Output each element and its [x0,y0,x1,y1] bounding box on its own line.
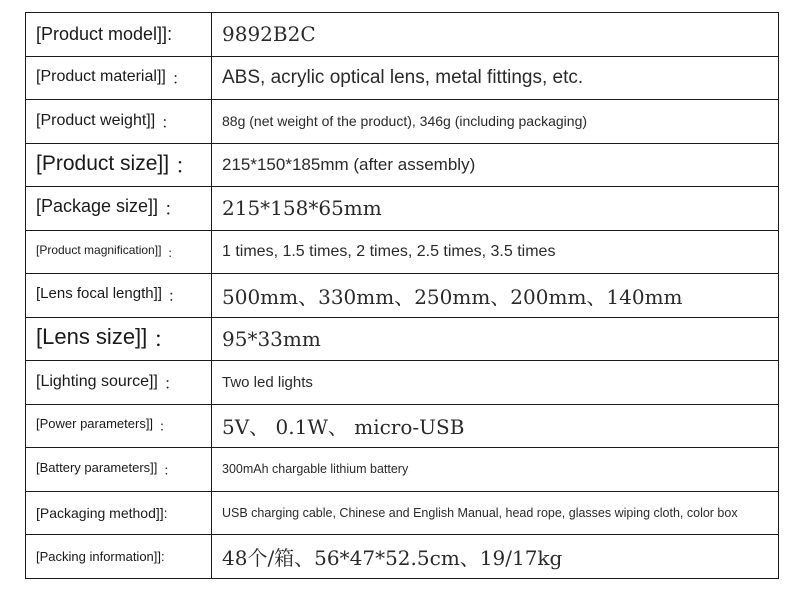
table-row [26,361,779,405]
row-value-packaging-method: USB charging cable, Chinese and English Manual, head rope, glasses wiping cloth, color box [212,491,779,535]
row-label-lens-focal-length [26,274,212,318]
label-text: [Lens size]] [36,324,148,350]
row-label-battery-parameters [26,448,212,492]
row-label-packaging-method [26,491,212,535]
row-value-product-weight: 88g (net weight of the product), 346g (including packaging) [212,100,779,144]
label-text: [Battery parameters]] [36,459,158,475]
row-label-product-magnification [26,230,212,274]
spec-table [25,12,779,579]
row-label-lighting-source [26,361,212,405]
label-separator: ： [175,154,197,178]
label-text: [Power parameters]] [36,416,154,432]
table-row [26,448,779,492]
row-value-product-magnification: 1 times, 1.5 times, 2 times, 2.5 times, 3.5 times [212,230,779,274]
row-label-lens-size [26,317,212,361]
label-text: [Product size]] [36,151,170,175]
label-separator: ： [163,462,177,478]
label-text: [Packing information]]: [36,548,165,564]
row-value-package-size: 215*158*65mm [212,187,779,231]
row-value-packing-information: 48个/箱、56*47*52.5cm、19/17kg [212,535,779,579]
table-row [26,13,779,57]
label-separator: ： [159,419,173,435]
label-separator: ： [171,71,188,89]
label-text: [Product model]]: [36,23,173,44]
table-row [26,317,779,361]
row-label-power-parameters [26,404,212,448]
table-row [26,56,779,100]
label-separator: ： [164,199,183,220]
label-separator: ： [153,327,176,353]
row-value-product-model: 9892B2C [212,13,779,57]
row-value-power-parameters: 5V、 0.1W、 micro-USB [212,404,779,448]
table-row [26,187,779,231]
row-label-package-size [26,187,212,231]
row-value-lens-focal-length: 500mm、330mm、250mm、200mm、140mm [212,274,779,318]
label-text: [Lens focal length]] [36,284,162,302]
table-row [26,535,779,579]
row-value-battery-parameters: 300mAh chargable lithium battery [212,448,779,492]
label-text: [Product weight]] [36,111,156,129]
label-text: [Product material]] [36,68,166,86]
row-label-product-weight [26,100,212,144]
row-label-product-material [26,56,212,100]
row-value-product-material: ABS, acrylic optical lens, metal fittings, etc. [212,56,779,100]
table-row [26,404,779,448]
label-text: [Lighting source]] [36,372,158,390]
row-label-packing-information [26,535,212,579]
table-row [26,491,779,535]
table-row [26,230,779,274]
label-separator: ： [161,114,178,132]
label-separator: ： [167,287,183,305]
table-row [26,274,779,318]
row-value-product-size: 215*150*185mm (after assembly) [212,143,779,187]
label-text: [Packaging method]]: [36,504,168,521]
row-label-product-model [26,13,212,57]
row-value-lighting-source: Two led lights [212,361,779,405]
label-text: [Package size]] [36,196,159,217]
table-row [26,100,779,144]
label-separator: ： [167,245,180,260]
row-value-lens-size: 95*33mm [212,317,779,361]
label-separator: ： [163,375,180,393]
label-text: [Product magnification]] [36,242,162,257]
table-row [26,143,779,187]
row-label-product-size [26,143,212,187]
